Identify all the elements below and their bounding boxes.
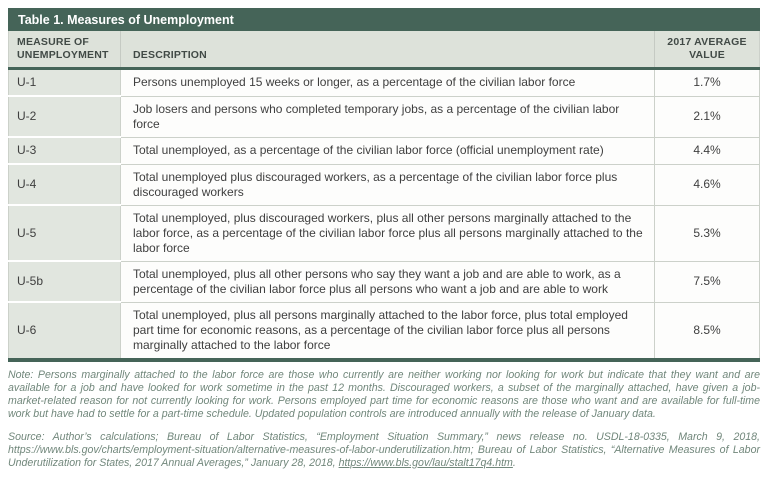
measures-of-unemployment-table — [8, 31, 760, 362]
table-title: Table 1. Measures of Unemployment — [8, 8, 760, 31]
table-row — [9, 69, 760, 97]
measure-cell: U-5 — [9, 205, 121, 261]
source-text-suffix: . — [512, 456, 516, 469]
description-cell: Total unemployed, plus discouraged workers, plus all other persons marginally attached to the labor force, as a percentage of the civilian labor force plus all persons marginally attached to the labor force — [121, 205, 655, 261]
table-row — [9, 302, 760, 360]
measure-cell: U-2 — [9, 96, 121, 137]
value-cell: 1.7% — [655, 69, 760, 97]
value-cell: 2.1% — [655, 96, 760, 137]
table-source — [8, 431, 760, 470]
unemployment-measures-table-card — [8, 8, 760, 362]
table-row — [9, 261, 760, 302]
column-header-2017-average-value: 2017 AVERAGE VALUE — [655, 31, 760, 69]
description-cell: Total unemployed, plus all other persons who say they want a job and are able to work, as a percentage of the civilian labor force plus all persons who want a job and are able to work — [121, 261, 655, 302]
value-cell: 4.6% — [655, 164, 760, 205]
table-row — [9, 137, 760, 164]
measure-cell: U-4 — [9, 164, 121, 205]
value-cell: 7.5% — [655, 261, 760, 302]
measure-cell: U-3 — [9, 137, 121, 164]
description-cell: Job losers and persons who completed temporary jobs, as a percentage of the civilian labor force — [121, 96, 655, 137]
description-cell: Total unemployed, as a percentage of the civilian labor force (official unemployment rate) — [121, 137, 655, 164]
measure-cell: U-1 — [9, 69, 121, 97]
value-cell: 5.3% — [655, 205, 760, 261]
value-cell: 4.4% — [655, 137, 760, 164]
description-cell: Total unemployed plus discouraged workers, as a percentage of the civilian labor force plus discouraged workers — [121, 164, 655, 205]
table-row — [9, 205, 760, 261]
table-header-row — [9, 31, 760, 69]
table-note: Note: Persons marginally attached to the labor force are those who currently are neither working nor looking for work but indicate that they want and are available for a job and have looked for work sometime in the past 12 months. Discouraged workers, a subset of the marginally attached, have given a job-market-related reason for not currently looking for work. Persons employed part time for economic reasons are those who want and are available for full-time work but have had to settle for a part-time schedule. Updated population controls are introduced annually with the release of January data. — [8, 368, 760, 420]
measure-cell: U-6 — [9, 302, 121, 360]
source-text: Source: Author’s calculations; Bureau of Labor Statistics, “Employment Situation Summary,” news release no. USDL-18-0335, March 9, 2018, https://www.bls.gov/charts/employment-situation/alternative-measures-of-labor-underutilization.htm; Bureau of Labor Statistics, “Alternative Measures of Labor Underutilization for States, 2017 Annual Averages,” January 28, 2018, — [8, 430, 760, 469]
description-cell: Total unemployed, plus all persons marginally attached to the labor force, plus total employed part time for economic reasons, as a percentage of the civilian labor force plus all persons marginally attached to the labor force — [121, 302, 655, 360]
source-link[interactable]: https://www.bls.gov/lau/stalt17q4.htm — [338, 456, 513, 469]
column-header-description: DESCRIPTION — [121, 31, 655, 69]
description-cell: Persons unemployed 15 weeks or longer, as a percentage of the civilian labor force — [121, 69, 655, 97]
table-body — [9, 69, 760, 360]
table-row — [9, 164, 760, 205]
value-cell: 8.5% — [655, 302, 760, 360]
column-header-measure-of-unemployment: MEASURE OF UNEMPLOYMENT — [9, 31, 121, 69]
table-row — [9, 96, 760, 137]
measure-cell: U-5b — [9, 261, 121, 302]
